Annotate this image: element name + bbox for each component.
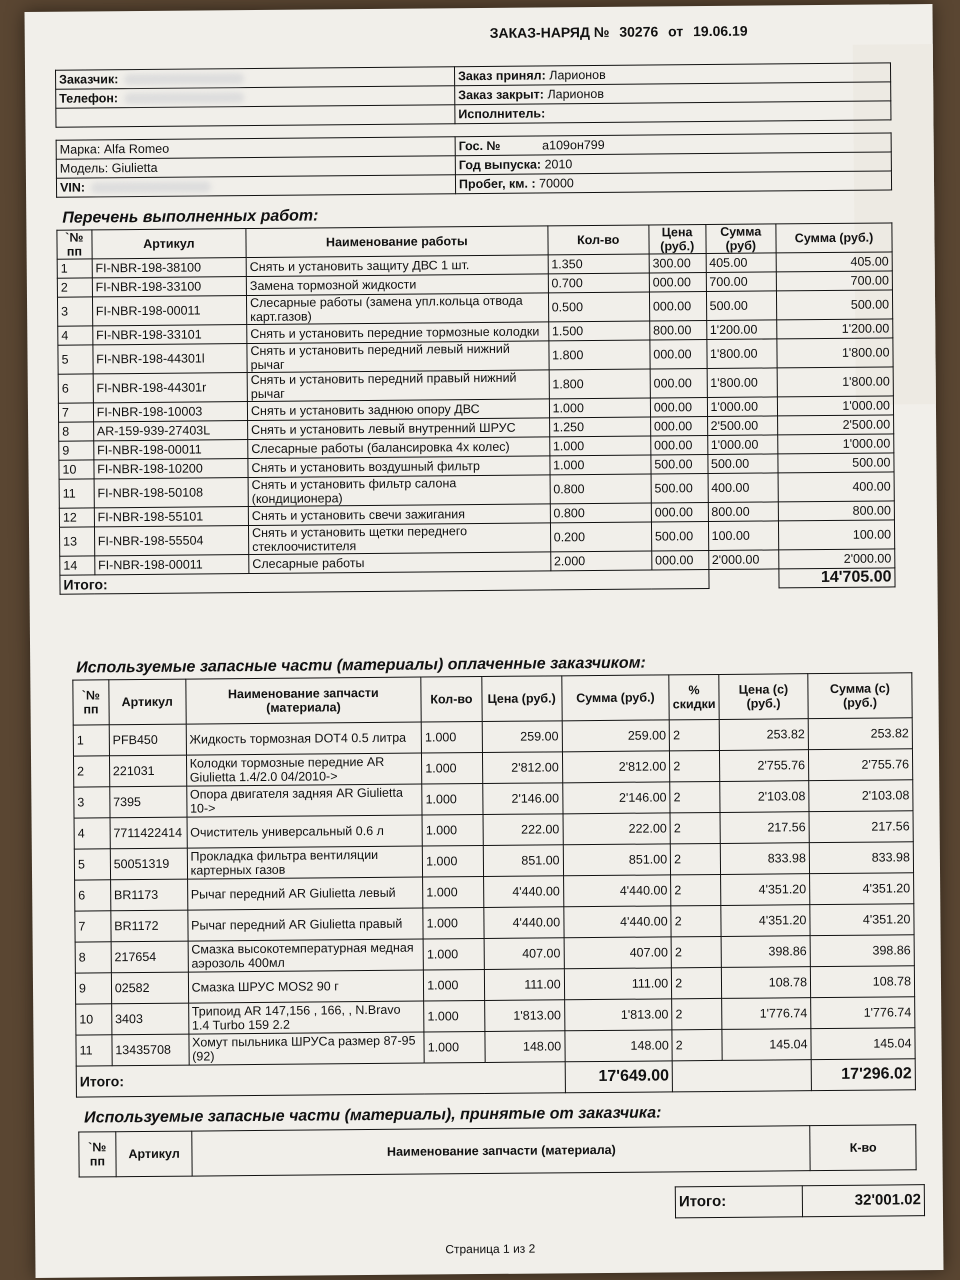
table-cell: 8 [59, 422, 94, 441]
table-cell: 6 [75, 880, 111, 911]
table-cell: 1.000 [549, 455, 650, 475]
table-cell: 4 [58, 326, 93, 345]
table-cell: Рычаг передний AR Giulietta правый [187, 908, 423, 941]
table-cell: Трипоид AR 147,156 , 166, , N.Bravo 1.4 Turbo 159 2.2 [188, 1001, 424, 1034]
column-header: `№ пп [57, 230, 92, 259]
brand-label: Марка: [59, 142, 101, 157]
table-cell: 000.00 [651, 503, 708, 522]
table-cell: 4'351.20 [721, 874, 810, 906]
table-cell: 1.000 [422, 784, 483, 816]
table-cell: 2'500.00 [707, 416, 778, 436]
table-cell: 1.000 [423, 877, 484, 909]
table-cell: FI-NBR-198-55101 [94, 507, 248, 527]
table-cell: 2 [671, 905, 721, 936]
table-cell: 000.00 [649, 292, 706, 321]
brand-value: Alfa Romeo [103, 141, 170, 157]
table-cell: 1.350 [548, 254, 649, 274]
table-cell: Рычаг передний AR Giulietta левый [187, 877, 423, 910]
table-cell: Снять и установить заднюю опору ДВС [247, 399, 549, 421]
table-cell: FI-NBR-198-33100 [92, 277, 246, 297]
table-cell: FI-NBR-198-00011 [93, 440, 247, 460]
model-label: Модель: [59, 161, 109, 176]
column-header: Кол-во [547, 225, 648, 255]
table-cell: 2 [670, 750, 720, 781]
table-cell: 851.00 [483, 845, 563, 877]
table-cell: 100.00 [779, 520, 895, 550]
table-cell: 5 [74, 849, 110, 880]
column-header: Наименование работы [246, 226, 548, 258]
table-cell: 405.00 [706, 253, 777, 273]
table-cell: 2'755.76 [719, 750, 808, 782]
table-cell: 2'000.00 [708, 550, 779, 570]
accepted-by-value: Ларионов [549, 67, 606, 83]
table-cell: 1.000 [423, 908, 484, 940]
accepted-by-label: Заказ принял: [458, 68, 546, 84]
table-cell: Снять и установить передние тормозные колодки [247, 322, 549, 344]
table-cell: 500.00 [706, 291, 777, 321]
table-cell: 2 [671, 874, 721, 905]
table-cell: 500.00 [651, 455, 708, 474]
table-cell: 500.00 [707, 454, 778, 474]
table-cell: 4'351.20 [810, 904, 914, 936]
table-cell: Снять и установить свечи зажигания [248, 504, 550, 526]
client-info-table [55, 62, 891, 127]
table-cell: 1'813.00 [484, 1000, 564, 1032]
table-cell: 217654 [111, 941, 188, 973]
table-cell: 259.00 [482, 721, 562, 753]
column-header: Цена (руб.) [649, 225, 706, 254]
table-cell: 3 [74, 787, 110, 818]
table-cell: 145.04 [811, 1028, 915, 1060]
parts-body [73, 718, 915, 1066]
table-cell: 7395 [110, 786, 187, 818]
grand-total-label: Итого: [675, 1186, 802, 1218]
executor-label: Исполнитель: [458, 106, 546, 122]
table-cell: 2 [672, 967, 722, 998]
table-cell: 111.00 [484, 969, 564, 1001]
table-cell: 148.00 [485, 1031, 565, 1063]
table-cell: 2'812.00 [562, 751, 670, 783]
table-cell: FI-NBR-198-33101 [92, 325, 246, 345]
table-cell: 2 [669, 719, 719, 750]
table-cell: FI-NBR-198-10003 [93, 402, 247, 422]
table-cell: 217.56 [809, 811, 913, 843]
table-cell: 253.82 [719, 719, 808, 751]
table-cell: 405.00 [776, 252, 892, 272]
table-cell: 1'800.00 [777, 338, 893, 368]
table-cell: 2 [672, 1029, 722, 1060]
table-cell: Снять и установить щетки переднего стеклоочистителя [248, 523, 550, 555]
table-cell: 0.500 [548, 292, 649, 322]
table-cell: 0.800 [550, 503, 651, 523]
table-cell: Смазка высокотемпературная медная аэрозоль 400мл [188, 939, 424, 972]
column-header: Цена (с) (руб.) [719, 674, 808, 720]
column-header: Сумма (руб.) [776, 223, 892, 253]
table-cell: Слесарные работы (замена упл.кольца отвода карт.газов) [246, 293, 548, 325]
customer-label: Заказчик: [59, 72, 119, 87]
table-cell: 1'813.00 [564, 999, 672, 1031]
table-cell: 000.00 [649, 273, 706, 292]
table-cell: 1'000.00 [777, 396, 893, 416]
table-cell: Слесарные работы [249, 552, 551, 574]
table-cell: 500.00 [651, 522, 708, 551]
table-cell: 3 [57, 297, 92, 326]
table-cell: 0.200 [550, 522, 651, 552]
table-cell: Снять и установить воздушный фильтр [248, 456, 550, 478]
parts-total-sum: 17'649.00 [565, 1061, 673, 1093]
column-header: Наименование запчасти (материала) [192, 1126, 810, 1176]
table-cell: 1.500 [548, 321, 649, 341]
parts-total-label: Итого: [76, 1062, 565, 1097]
table-cell: 000.00 [652, 551, 709, 570]
table-cell: Снять и установить передний правый нижний рычаг [247, 370, 549, 402]
table-cell: 221031 [109, 755, 186, 787]
table-cell: 1 [73, 725, 109, 756]
vin-label: VIN: [59, 180, 86, 195]
table-cell: 108.78 [810, 966, 914, 998]
table-cell: 2 [670, 812, 720, 843]
table-cell: FI-NBR-198-44301r [93, 373, 248, 403]
table-cell: 1.000 [423, 939, 484, 971]
table-cell: 1.000 [422, 753, 483, 785]
table-cell: AR-159-939-27403L [93, 421, 247, 441]
grand-total-table [675, 1184, 925, 1218]
table-cell: 4'440.00 [563, 906, 671, 938]
table-cell: Прокладка фильтра вентиляции картерных газов [187, 846, 423, 879]
table-cell: 0.800 [550, 474, 651, 504]
table-cell: 000.00 [650, 369, 707, 398]
table-cell: 11 [76, 1035, 112, 1066]
table-cell: 5 [58, 345, 93, 374]
table-cell: FI-NBR-198-00011 [94, 555, 248, 575]
vehicle-info-table [56, 132, 892, 197]
table-cell: Снять и установить защиту ДВС 1 шт. [246, 255, 548, 277]
column-header: `№ пп [79, 1132, 116, 1177]
model-value: Giulietta [111, 160, 158, 176]
table-cell: 398.86 [810, 935, 914, 967]
table-cell: 1.000 [424, 1032, 485, 1064]
table-cell: 14 [60, 556, 95, 575]
table-cell: 1'800.00 [707, 368, 778, 398]
column-header: Артикул [109, 679, 186, 725]
table-cell: 4'440.00 [563, 875, 671, 907]
column-header: К-во [810, 1125, 916, 1171]
table-cell: 2'146.00 [562, 782, 670, 814]
table-cell: FI-NBR-198-44301l [93, 344, 248, 374]
mileage-label: Пробег, км. : [458, 176, 536, 192]
table-cell: 4'351.20 [810, 873, 914, 905]
table-cell: 000.00 [651, 436, 708, 455]
table-cell: 7 [75, 911, 111, 942]
table-cell: Очиститель универсальный 0.6 л [187, 815, 423, 848]
works-total-label: Итого: [60, 570, 709, 595]
parts-table [72, 672, 916, 1097]
table-cell: 222.00 [563, 813, 671, 845]
table-cell: 9 [75, 973, 111, 1004]
works-title: Перечень выполненных работ: [62, 207, 319, 227]
table-cell: Замена тормозной жидкости [246, 274, 548, 296]
table-cell: 11 [59, 479, 94, 508]
table-cell: Снять и установить передний левый нижний рычаг [247, 341, 549, 373]
column-header: Артикул [116, 1131, 193, 1177]
table-cell: 1.000 [424, 1001, 485, 1033]
accepted-parts-table [78, 1124, 916, 1177]
table-cell: 2 [671, 936, 721, 967]
table-cell: 4'440.00 [483, 876, 563, 908]
table-cell: 2'755.76 [808, 749, 912, 781]
table-cell: BR1173 [110, 879, 187, 911]
table-cell: FI-NBR-198-10200 [94, 459, 248, 479]
table-cell: 1'800.00 [706, 339, 777, 369]
year-value: 2010 [544, 157, 573, 172]
table-cell: 259.00 [562, 720, 670, 752]
table-cell: Снять и установить левый внутренний ШРУС [248, 418, 550, 440]
table-cell: 000.00 [650, 417, 707, 436]
table-cell: 2'500.00 [778, 415, 894, 435]
table-cell: 800.00 [778, 501, 894, 521]
table-cell: 407.00 [564, 937, 672, 969]
table-cell: 145.04 [722, 1029, 811, 1061]
year-label: Год выпуска: [458, 157, 542, 173]
phone-label: Телефон: [59, 91, 119, 106]
table-cell: 500.00 [777, 290, 893, 320]
table-cell: 7 [58, 403, 93, 422]
table-cell: 2.000 [550, 551, 651, 571]
grand-total-value: 32'001.02 [802, 1185, 924, 1217]
accepted-title: Используемые запасные части (материалы), принятые от заказчика: [84, 1104, 662, 1127]
table-cell: 1.000 [549, 398, 650, 418]
table-cell: Снять и установить фильтр салона (кондиционера) [248, 475, 550, 507]
table-cell: 500.00 [778, 453, 894, 473]
table-cell: 1.000 [549, 436, 650, 456]
table-cell: 000.00 [650, 340, 707, 369]
table-cell: 500.00 [651, 474, 708, 503]
table-cell: FI-NBR-198-00011 [92, 296, 247, 326]
table-cell: Опора двигателя задняя AR Giulietta 10-> [186, 784, 422, 817]
table-cell: Жидкость тормозная DOT4 0.5 литра [186, 722, 422, 755]
table-cell: 400.00 [708, 473, 779, 503]
table-cell: 1'800.00 [777, 367, 893, 397]
parts-total-discounted: 17'296.02 [811, 1059, 915, 1091]
order-date: 19.06.19 [693, 22, 748, 40]
column-header: `№ пп [73, 680, 109, 725]
parts-title: Используемые запасные части (материалы) оплаченные заказчиком: [76, 654, 646, 677]
table-cell: 833.98 [720, 843, 809, 875]
table-cell: 700.00 [706, 272, 777, 292]
table-cell: 851.00 [563, 844, 671, 876]
table-cell: Колодки тормозные передние AR Giulietta 1.4/2.0 04/2010-> [186, 753, 422, 786]
column-header: Цена (руб.) [481, 676, 561, 722]
table-cell: 12 [59, 508, 94, 527]
page-number: Страница 1 из 2 [445, 1241, 536, 1257]
table-cell: 1.000 [424, 970, 485, 1002]
table-cell: 02582 [111, 972, 188, 1004]
column-header: Сумма (руб) [705, 224, 776, 254]
table-cell: 1'000.00 [778, 434, 894, 454]
table-cell: 1.250 [549, 417, 650, 437]
table-cell: Хомут пыльника ШРУСа размер 87-95 (92) [189, 1032, 425, 1065]
table-cell: FI-NBR-198-55504 [94, 526, 249, 556]
table-cell: 6 [58, 374, 93, 403]
column-header: % скидки [669, 674, 719, 719]
table-cell: 1'200.00 [706, 320, 777, 340]
column-header: Наименование запчасти (материала) [185, 677, 421, 724]
column-header: Артикул [92, 229, 247, 259]
table-cell: 1 [57, 259, 92, 278]
table-cell: 1'776.74 [811, 997, 915, 1029]
table-cell: 1'000.00 [707, 397, 778, 417]
table-cell: 1.000 [422, 846, 483, 878]
table-cell: 13 [59, 527, 94, 556]
table-cell: 1.800 [548, 340, 649, 370]
parts-total-row [76, 1059, 915, 1097]
parts-header-row [73, 673, 912, 725]
works-table [56, 222, 895, 594]
table-cell: 2 [672, 998, 722, 1029]
redacted-customer [124, 73, 244, 85]
table-cell: 50051319 [110, 848, 187, 880]
table-cell: 2'103.08 [809, 780, 913, 812]
order-header [490, 23, 754, 41]
closed-by-value: Ларионов [547, 86, 605, 102]
table-cell: 7711422414 [110, 817, 187, 849]
table-cell: 1.000 [422, 815, 483, 847]
order-title: ЗАКАЗ-НАРЯД № [489, 23, 610, 41]
table-cell: 2'146.00 [482, 783, 562, 815]
table-cell: 398.86 [721, 936, 810, 968]
mileage-value: 70000 [539, 176, 574, 191]
plate-value: а109он799 [542, 137, 605, 153]
column-header: Сумма (руб.) [561, 675, 669, 721]
table-cell: FI-NBR-198-38100 [92, 258, 246, 278]
table-cell: 253.82 [808, 718, 912, 750]
table-cell: BR1172 [111, 910, 188, 942]
table-cell: 2 [670, 781, 720, 812]
works-body [57, 252, 895, 575]
table-cell: 700.00 [776, 271, 892, 291]
column-header: Сумма (с) (руб.) [808, 673, 912, 719]
order-number: 30276 [619, 23, 659, 40]
table-cell: 148.00 [565, 1030, 673, 1062]
table-cell: 2 [57, 278, 92, 297]
table-cell: 10 [76, 1004, 112, 1035]
table-cell: 8 [75, 942, 111, 973]
table-cell: 111.00 [564, 968, 672, 1000]
plate-label: Гос. № [458, 138, 501, 154]
table-cell: 13435708 [112, 1034, 189, 1066]
table-cell: 0.700 [548, 273, 649, 293]
table-cell: 2'000.00 [779, 549, 895, 569]
table-cell: 3403 [111, 1003, 188, 1035]
order-from: от [668, 23, 684, 40]
column-header: Кол-во [421, 677, 482, 723]
redacted-phone [124, 92, 244, 104]
table-cell: 2'103.08 [720, 781, 809, 813]
table-cell: 800.00 [708, 502, 779, 522]
table-cell: 2 [73, 756, 109, 787]
table-cell: 1'200.00 [777, 319, 893, 339]
table-cell: 1'776.74 [722, 998, 811, 1030]
accepted-header-row [79, 1125, 916, 1177]
table-cell: 2'812.00 [482, 752, 562, 784]
table-cell: 833.98 [809, 842, 913, 874]
closed-by-label: Заказ закрыт: [458, 87, 544, 103]
works-total-value: 14'705.00 [779, 568, 895, 588]
table-cell: 1.000 [421, 722, 482, 754]
table-cell: 1'000.00 [707, 435, 778, 455]
table-cell: 000.00 [650, 398, 707, 417]
document-page [24, 4, 943, 1278]
table-cell: 407.00 [484, 938, 564, 970]
table-cell: 400.00 [778, 472, 894, 502]
table-cell: 4 [74, 818, 110, 849]
table-cell: 2 [670, 843, 720, 874]
table-cell: PFB450 [109, 724, 186, 756]
table-cell: 4'351.20 [721, 905, 810, 937]
table-cell: 9 [59, 441, 94, 460]
table-cell: Слесарные работы (балансировка 4х колес) [248, 437, 550, 459]
table-cell: 222.00 [483, 814, 563, 846]
table-cell: FI-NBR-198-50108 [94, 478, 249, 508]
table-cell: 300.00 [649, 254, 706, 273]
table-cell: 217.56 [720, 812, 809, 844]
table-cell: 108.78 [721, 967, 810, 999]
redacted-vin [91, 182, 211, 194]
table-cell: 100.00 [708, 521, 779, 551]
table-cell: 800.00 [650, 321, 707, 340]
table-cell: Смазка ШРУС MOS2 90 г [188, 970, 424, 1003]
table-cell: 1.800 [549, 369, 650, 399]
table-cell: 10 [59, 460, 94, 479]
table-cell: 4'440.00 [483, 907, 563, 939]
